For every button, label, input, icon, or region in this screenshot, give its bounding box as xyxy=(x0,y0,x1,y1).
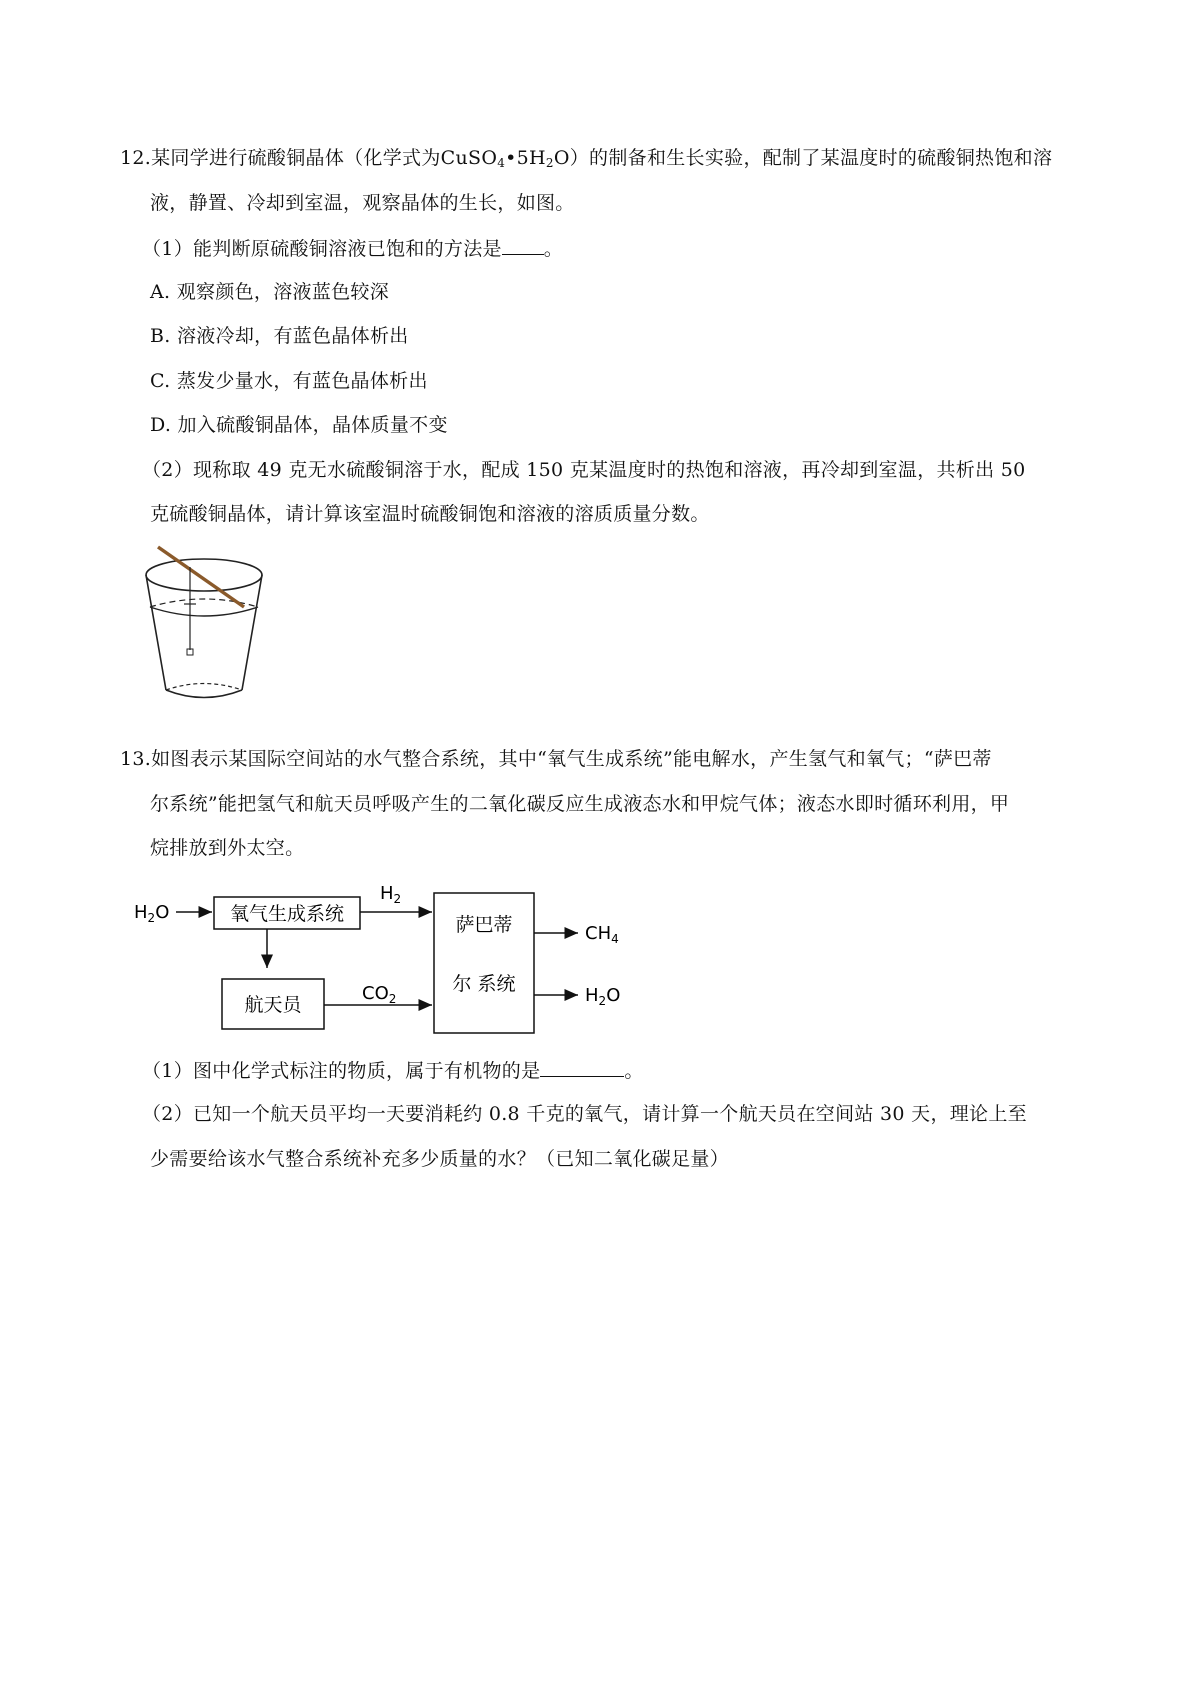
q13-part1: （1）图中化学式标注的物质，属于有机物的是 。 xyxy=(142,1060,644,1082)
answer-blank[interactable] xyxy=(502,236,544,255)
q12-stem-line1: 12.某同学进行硫酸铜晶体（化学式为$CuSO_4•5H_2O$）的制备和生长实验，配制了某温度时的硫酸铜热饱和溶 xyxy=(120,147,1053,170)
output-h2o-label: $H_2O$ xyxy=(585,985,621,1008)
oxygen-generation-label: 氧气生成系统 xyxy=(229,903,345,925)
cuso4-formula: $CuSO_4•5H_2O$ xyxy=(440,147,570,170)
q13-stem-line1: 13.如图表示某国际空间站的水气整合系统，其中“氧气生成系统”能电解水，产生氢气和氧气；“萨巴蒂 xyxy=(120,748,992,770)
q12-part2-line1: （2）现称取 49 克无水硫酸铜溶于水，配成 150 克某温度时的热饱和溶液，再冷却到室温，共析出 50 xyxy=(142,459,1026,481)
q13-part2-line1: （2）已知一个航天员平均一天要消耗约 0.8 千克的氧气，请计算一个航天员在空间站 30 天，理论上至 xyxy=(142,1103,1027,1125)
q12-option-c: C. 蒸发少量水，有蓝色晶体析出 xyxy=(150,370,428,392)
astronaut-label: 航天员 xyxy=(244,994,302,1016)
q12-number: 12. xyxy=(120,147,152,169)
beaker-figure xyxy=(140,545,270,710)
q13-number: 13. xyxy=(120,748,152,770)
q13-stem-line3: 烷排放到外太空。 xyxy=(150,837,305,859)
q12-part1: （1）能判断原硫酸铜溶液已饱和的方法是 。 xyxy=(142,238,564,260)
q12-option-a: A. 观察颜色，溶液蓝色较深 xyxy=(150,281,390,303)
sabatier-label-line2: 尔 系统 xyxy=(452,973,516,995)
input-h2o-label: $H_2O$ xyxy=(134,902,170,925)
q12-option-b: B. 溶液冷却，有蓝色晶体析出 xyxy=(150,325,409,347)
answer-blank[interactable] xyxy=(540,1058,624,1077)
q12-option-d: D. 加入硫酸铜晶体，晶体质量不变 xyxy=(150,414,448,436)
sabatier-label-line1: 萨巴蒂 xyxy=(455,914,513,936)
ch4-label: $CH_4$ xyxy=(585,923,619,946)
co2-label: $CO_2$ xyxy=(362,983,397,1006)
h2-label: $H_2$ xyxy=(380,883,402,906)
q13-stem-line2: 尔系统”能把氢气和航天员呼吸产生的二氧化碳反应生成液态水和甲烷气体；液态水即时循环利用，甲 xyxy=(150,793,1010,815)
water-gas-system-diagram xyxy=(130,875,650,1045)
q12-stem-line2: 液，静置、冷却到室温，观察晶体的生长，如图。 xyxy=(150,192,575,214)
q12-part2-line2: 克硫酸铜晶体，请计算该室温时硫酸铜饱和溶液的溶质质量分数。 xyxy=(150,503,710,525)
q13-part2-line2: 少需要给该水气整合系统补充多少质量的水？（已知二氧化碳足量） xyxy=(150,1148,730,1170)
